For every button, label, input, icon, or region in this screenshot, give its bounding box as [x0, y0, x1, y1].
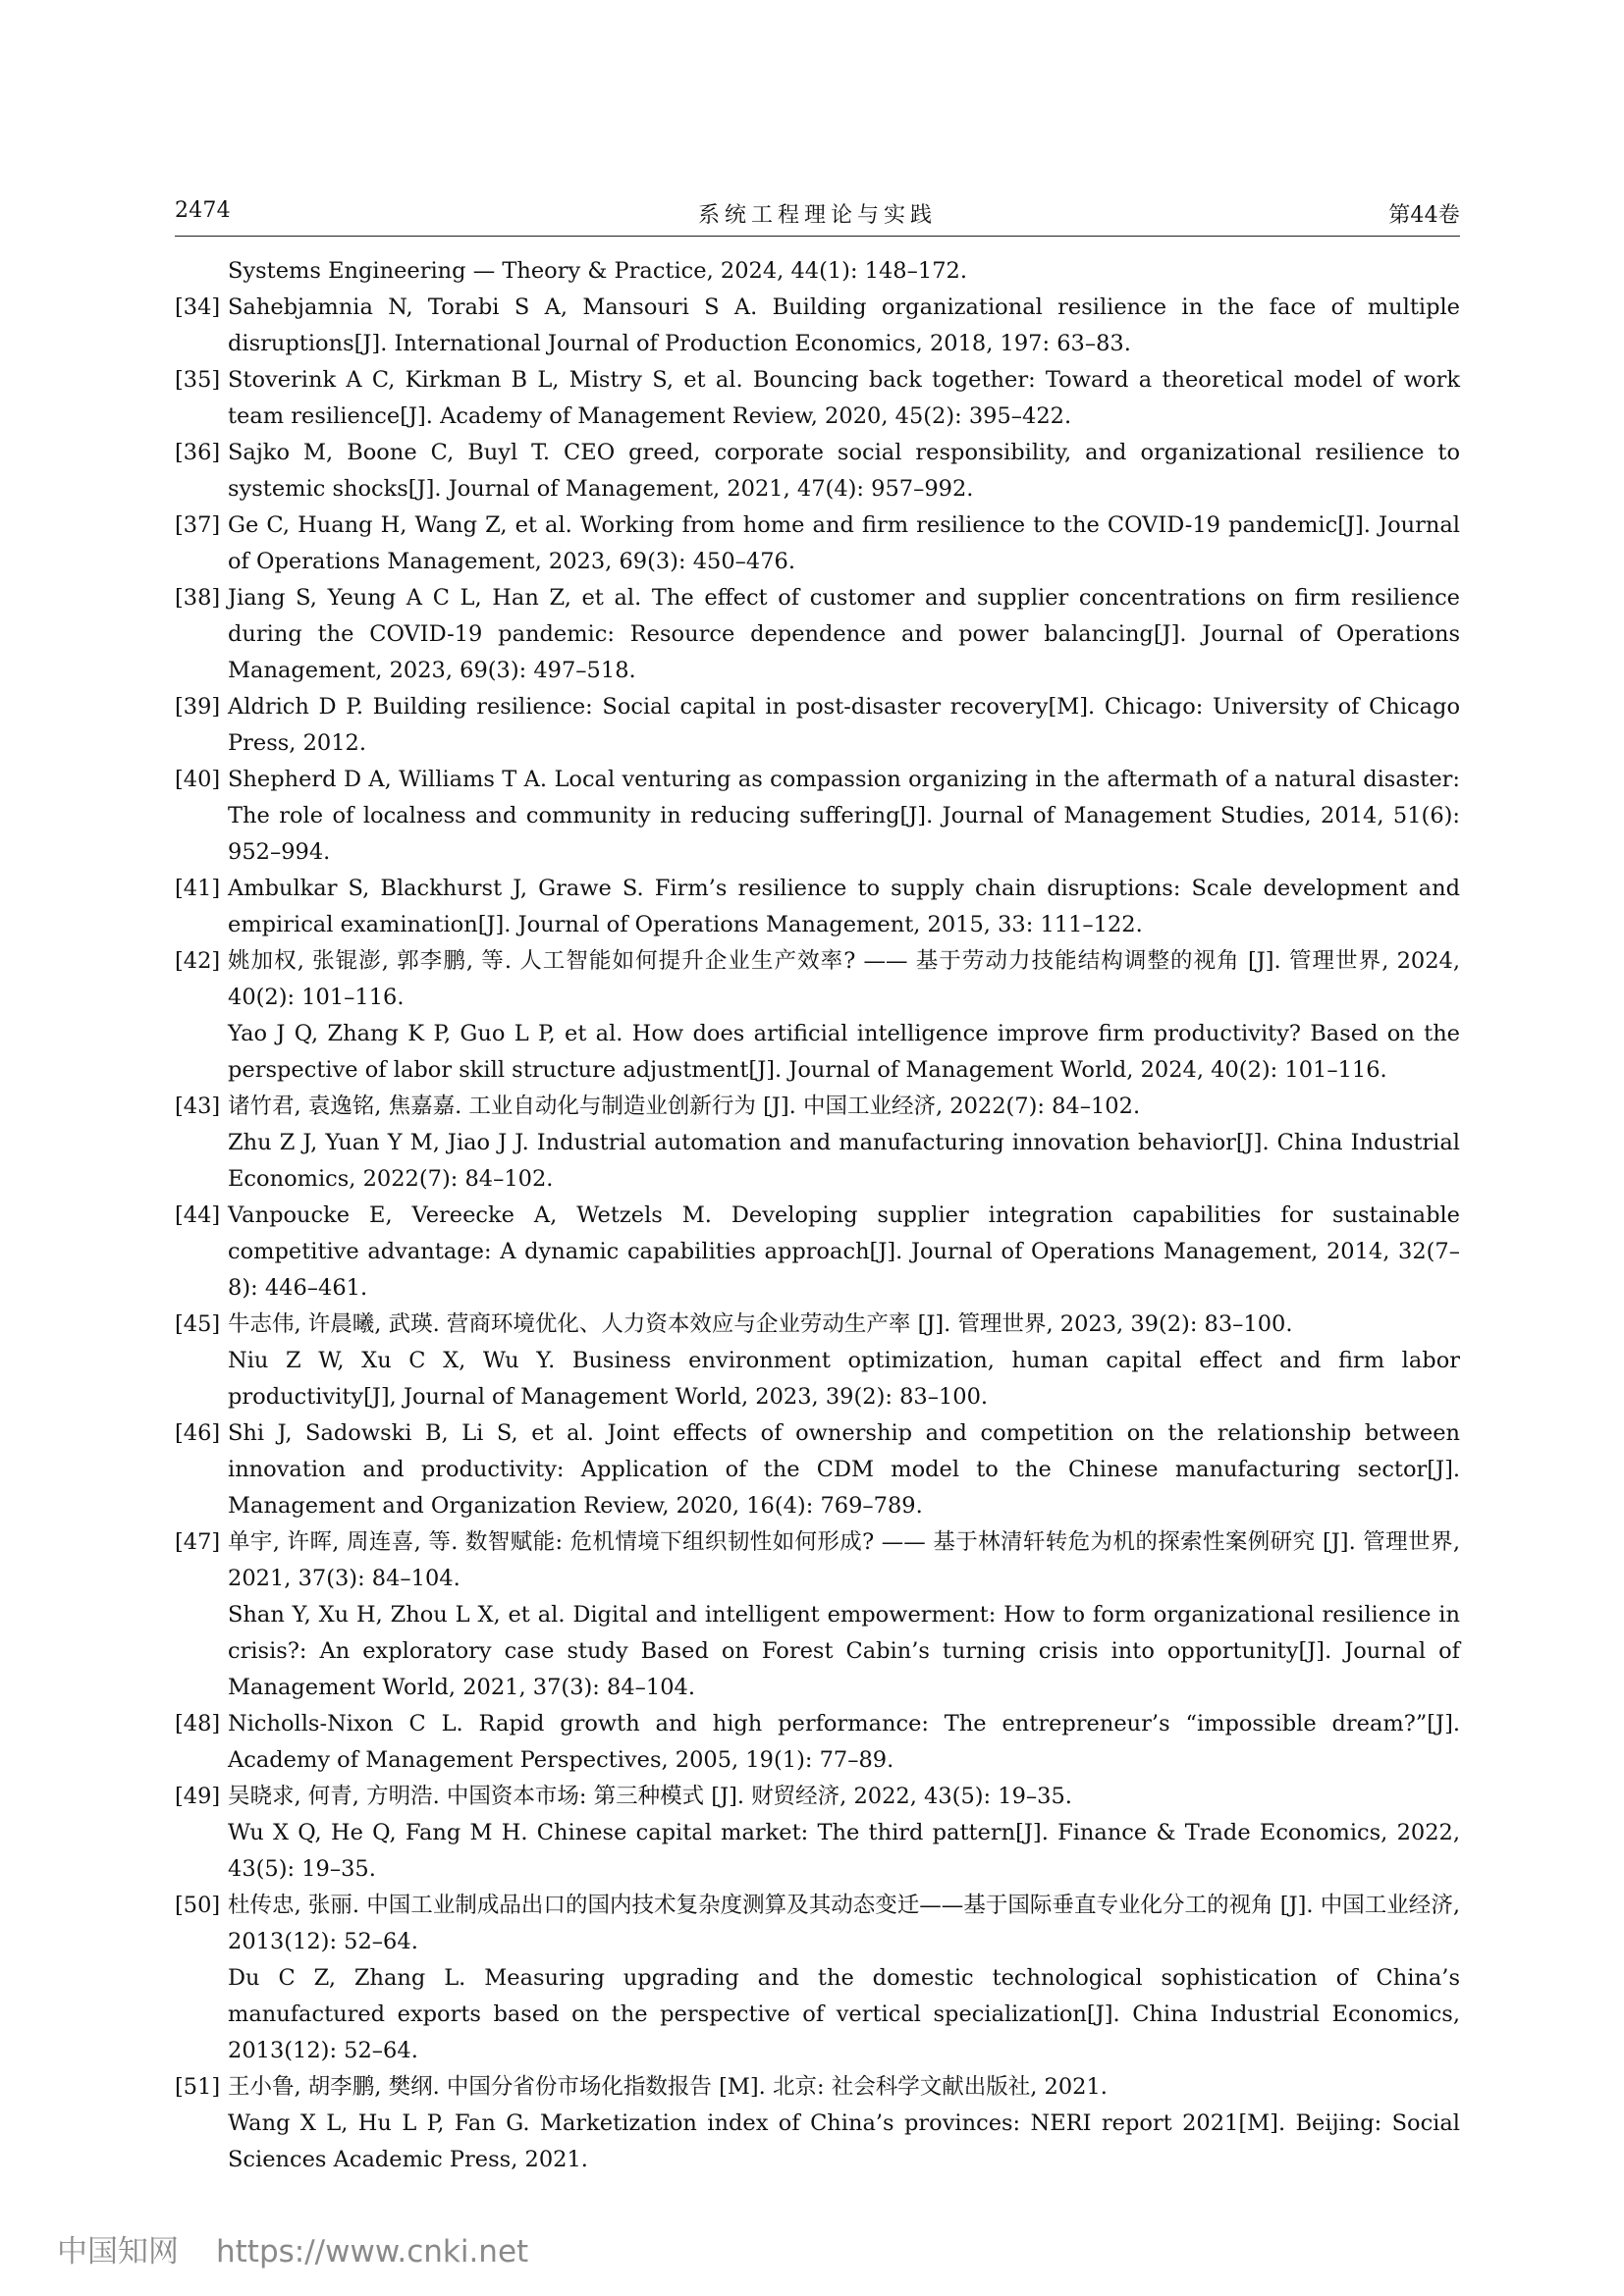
reference-number: [44] — [175, 1202, 221, 1228]
reference-number: [37] — [175, 512, 221, 538]
reference-item — [175, 1415, 1460, 1524]
reference-item — [175, 943, 1460, 1089]
reference-text: Yao J Q, Zhang K P, Guo L P, et al. How does artificial intelligence improve firm productivity? Based on the perspective of labor skill structure adjustment[J]. Journal of Management World, 2024, 40(2): 101–116. — [228, 1021, 1460, 1083]
reference-item — [175, 1779, 1460, 1888]
reference-text: Niu Z W, Xu C X, Wu Y. Business environment optimization, human capital effect and firm labor productivity[J], Journal of Management World, 2023, 39(2): 83–100. — [228, 1348, 1460, 1410]
reference-text-chinese: 单宇, 许晖, 周连喜, 等. 数智赋能: 危机情境下组织韧性如何形成? —— 基于林清轩转危为机的探索性案例研究 [J]. 管理世界, 2021, 37(3): 84–104. — [228, 1529, 1460, 1591]
reference-text-chinese: 王小鲁, 胡李鹏, 樊纲. 中国分省份市场化指数报告 [M]. 北京: 社会科学文献出版社, 2021. — [228, 2074, 1108, 2100]
reference-text: Du C Z, Zhang L. Measuring upgrading and the domestic technological sophistication of China’s manufactured exports based on the perspective of vertical specialization[J]. China Industrial Economics, 2013(12): 52–64. — [228, 1965, 1460, 2063]
reference-item — [175, 507, 1460, 580]
reference-item — [175, 1089, 1460, 1198]
reference-number: [34] — [175, 294, 221, 320]
reference-text: Shepherd D A, Williams T A. Local venturing as compassion organizing in the aftermath of a natural disaster: The role of localness and community in reducing suffering[J]. Journal of Management Studies, 2014, 51(6): 952–994. — [228, 767, 1460, 865]
reference-number: [50] — [175, 1893, 221, 1918]
reference-text-chinese: 杜传忠, 张丽. 中国工业制成品出口的国内技术复杂度测算及其动态变迁——基于国际垂直专业化分工的视角 [J]. 中国工业经济, 2013(12): 52–64. — [228, 1893, 1460, 1954]
reference-number: [45] — [175, 1311, 221, 1337]
page-number: 2474 — [175, 198, 231, 223]
reference-text-chinese: 姚加权, 张锟澎, 郭李鹏, 等. 人工智能如何提升企业生产效率? —— 基于劳动力技能结构调整的视角 [J]. 管理世界, 2024, 40(2): 101–116. — [228, 948, 1460, 1010]
reference-text-chinese: 诸竹君, 袁逸铭, 焦嘉嘉. 工业自动化与制造业创新行为 [J]. 中国工业经济, 2022(7): 84–102. — [228, 1094, 1141, 1119]
reference-text: Jiang S, Yeung A C L, Han Z, et al. The effect of customer and supplier concentrations on firm resilience during the COVID-19 pandemic: Resource dependence and power balancing[J]. Journal of Operations Management, 2023, 69(3): 497–518. — [228, 585, 1460, 683]
reference-item — [175, 689, 1460, 762]
reference-text: Wu X Q, He Q, Fang M H. Chinese capital market: The third pattern[J]. Finance & Trade Economics, 2022, 43(5): 19–35. — [228, 1820, 1460, 1882]
reference-text: Sajko M, Boone C, Buyl T. CEO greed, corporate social responsibility, and organizational resilience to systemic shocks[J]. Journal of Management, 2021, 47(4): 957–992. — [228, 440, 1460, 502]
site-name: 中国知网 — [57, 2234, 179, 2269]
reference-text: Stoverink A C, Kirkman B L, Mistry S, et al. Bouncing back together: Toward a theoretical model of work team resilience[J]. Academy of Management Review, 2020, 45(2): 395–422. — [228, 367, 1460, 429]
journal-title: 系统工程理论与实践 — [697, 203, 937, 228]
reference-item — [175, 1706, 1460, 1779]
reference-number: [39] — [175, 694, 221, 720]
reference-item — [175, 362, 1460, 435]
reference-item — [175, 762, 1460, 871]
reference-number: [51] — [175, 2074, 221, 2100]
reference-number: [42] — [175, 948, 221, 974]
reference-item — [175, 580, 1460, 689]
reference-item — [175, 1524, 1460, 1706]
reference-number: [38] — [175, 585, 221, 611]
footer-watermark — [57, 2226, 528, 2270]
reference-item — [175, 1307, 1460, 1415]
reference-text-chinese: 吴晓求, 何青, 方明浩. 中国资本市场: 第三种模式 [J]. 财贸经济, 2022, 43(5): 19–35. — [228, 1784, 1072, 1809]
reference-text: Sahebjamnia N, Torabi S A, Mansouri S A. Building organizational resilience in the face of multiple disruptions[J]. International Journal of Production Economics, 2018, 197: 63–83. — [228, 294, 1460, 356]
reference-number: [43] — [175, 1094, 221, 1119]
reference-number: [35] — [175, 367, 221, 393]
reference-number: [49] — [175, 1784, 221, 1809]
reference-number: [36] — [175, 440, 221, 465]
running-header — [175, 196, 1460, 237]
reference-item — [175, 1198, 1460, 1307]
reference-text: Vanpoucke E, Vereecke A, Wetzels M. Developing supplier integration capabilities for sustainable competitive advantage: A dynamic capabilities approach[J]. Journal of Operations Management, 2014, 32(7–8): 446–461. — [228, 1202, 1460, 1301]
reference-number: [47] — [175, 1529, 221, 1555]
reference-continuation: Systems Engineering — Theory & Practice, 2024, 44(1): 148–172. — [228, 258, 967, 284]
reference-number: [41] — [175, 876, 221, 901]
volume-label: 第44卷 — [1388, 203, 1460, 228]
reference-text: Ambulkar S, Blackhurst J, Grawe S. Firm’s resilience to supply chain disruptions: Scale development and empirical examination[J]. Journal of Operations Management, 2015, 33: 111–122. — [228, 876, 1460, 937]
reference-text: Aldrich D P. Building resilience: Social capital in post-disaster recovery[M]. Chicago: University of Chicago Press, 2012. — [228, 694, 1460, 756]
reference-item — [175, 435, 1460, 507]
reference-text: Shan Y, Xu H, Zhou L X, et al. Digital and intelligent empowerment: How to form organizational resilience in crisis?: An exploratory case study Based on Forest Cabin’s turning crisis into opportunity[J]. Journal of Management World, 2021, 37(3): 84–104. — [228, 1602, 1460, 1700]
site-url[interactable]: https://www.cnki.net — [216, 2234, 529, 2269]
reference-number: [48] — [175, 1711, 221, 1736]
reference-text-chinese: 牛志伟, 许晨曦, 武瑛. 营商环境优化、人力资本效应与企业劳动生产率 [J]. 管理世界, 2023, 39(2): 83–100. — [228, 1311, 1293, 1337]
reference-text: Wang X L, Hu L P, Fan G. Marketization index of China’s provinces: NERI report 2021[M]. Beijing: Social Sciences Academic Press, 2021. — [228, 2110, 1460, 2172]
reference-list — [175, 253, 1460, 2178]
reference-item — [175, 1888, 1460, 2069]
reference-item — [175, 2069, 1460, 2178]
reference-number: [46] — [175, 1420, 221, 1446]
reference-text: Nicholls-Nixon C L. Rapid growth and high performance: The entrepreneur’s “impossible dream?”[J]. Academy of Management Perspectives, 2005, 19(1): 77–89. — [228, 1711, 1460, 1773]
reference-item — [175, 290, 1460, 362]
reference-item — [175, 871, 1460, 943]
reference-number: [40] — [175, 767, 221, 792]
reference-text: Zhu Z J, Yuan Y M, Jiao J J. Industrial automation and manufacturing innovation behavior[J]. China Industrial Economics, 2022(7): 84–102. — [228, 1130, 1460, 1192]
reference-text: Ge C, Huang H, Wang Z, et al. Working from home and firm resilience to the COVID-19 pandemic[J]. Journal of Operations Management, 2023, 69(3): 450–476. — [228, 512, 1460, 574]
reference-text: Shi J, Sadowski B, Li S, et al. Joint effects of ownership and competition on the relationship between innovation and productivity: Application of the CDM model to the Chinese manufacturing sector[J]. Management and Organization Review, 2020, 16(4): 769–789. — [228, 1420, 1460, 1519]
